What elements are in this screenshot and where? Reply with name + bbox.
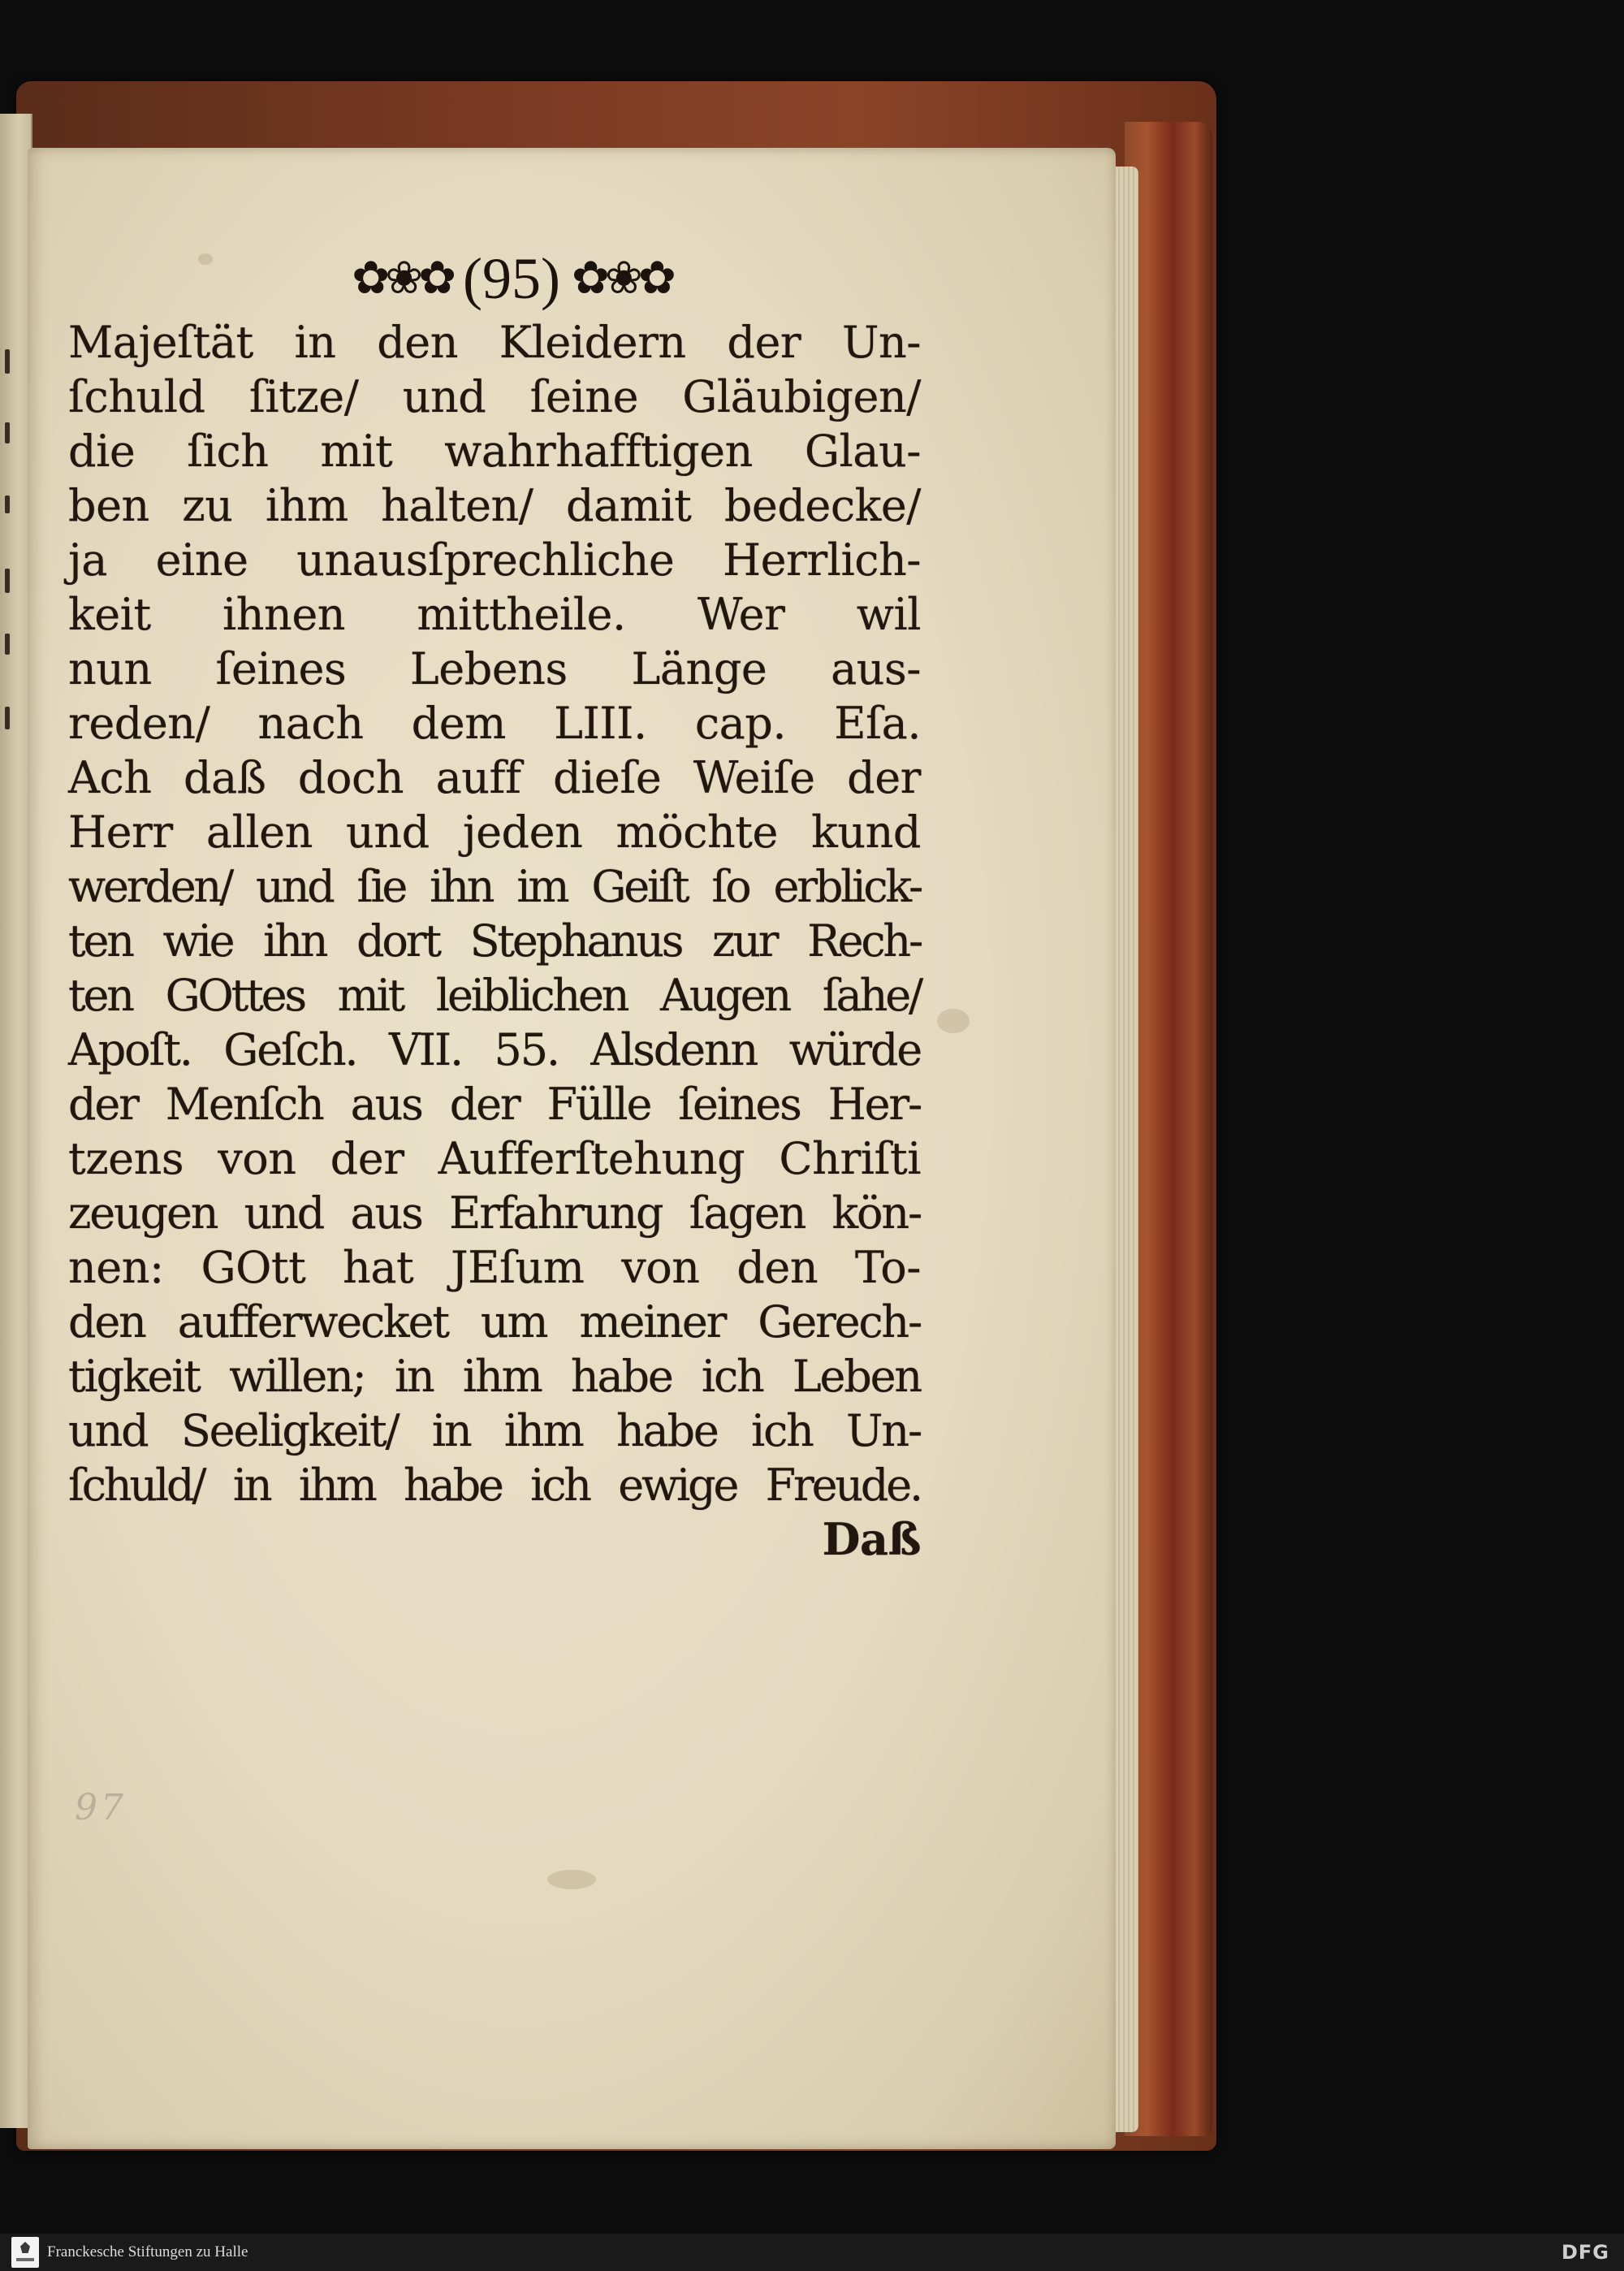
text-line: Ach daß doch auff dieſe Weiſe der	[68, 752, 921, 803]
page-number: (95)	[463, 246, 560, 311]
paper-stain	[547, 1870, 596, 1889]
institution-logo-icon	[11, 2237, 39, 2268]
header-ornament-left: ✿❀✿	[352, 252, 452, 305]
viewer-footer	[0, 2234, 1624, 2271]
text-line: Majeſtät in den Kleidern der Un-	[68, 317, 921, 368]
text-line: ſchuld ſitze/ und ſeine Gläubigen/	[68, 371, 921, 422]
paper-stain	[937, 1009, 970, 1033]
catchword: Daß	[822, 1513, 921, 1565]
text-line: nun ſeines Lebens Länge aus-	[68, 643, 921, 694]
text-line: nen: GOtt hat JEſum von den To-	[68, 1242, 921, 1293]
text-line: der Menſch aus der Fülle ſeines Her-	[68, 1079, 921, 1130]
paper-stain	[198, 253, 213, 265]
text-line: die ſich mit wahrhafftigen Glau-	[68, 426, 921, 477]
text-line: ja eine unausſprechliche Herrlich-	[68, 534, 921, 586]
text-line: tigkeit willen; in ihm habe ich Leben	[68, 1351, 921, 1402]
text-line: werden/ und ſie ihn im Geiſt ſo erblick-	[68, 861, 921, 912]
text-line: keit ihnen mittheile. Wer wil	[68, 589, 921, 640]
text-line: Herr allen und jeden möchte kund	[68, 807, 921, 858]
text-line: zeugen und aus Erfahrung ſagen kön-	[68, 1187, 921, 1239]
page-header	[349, 242, 674, 315]
text-line: reden/ nach dem LIII. cap. Eſa.	[68, 698, 921, 749]
text-line: ten wie ihn dort Stephanus zur Rech-	[68, 915, 921, 967]
text-line: tzens von der Aufferſtehung Chriſti	[68, 1133, 921, 1184]
text-line: Apoſt. Geſch. VII. 55. Alsdenn würde	[68, 1024, 921, 1075]
text-line: ſchuld/ in ihm habe ich ewige Freude.	[68, 1460, 921, 1511]
dfg-logo: DFG	[1561, 2241, 1609, 2264]
text-line: ben zu ihm halten/ damit bedecke/	[68, 480, 921, 531]
text-line: ten GOttes mit leiblichen Augen ſahe/	[68, 970, 921, 1021]
text-line: und Seeligkeit/ in ihm habe ich Un-	[68, 1405, 921, 1456]
page-body-text	[68, 315, 921, 1567]
header-ornament-right: ✿❀✿	[571, 252, 672, 305]
text-line: den aufferwecket um meiner Gerech-	[68, 1296, 921, 1347]
institution-name: Franckesche Stiftungen zu Halle	[47, 2243, 248, 2260]
pencil-annotation: 97	[75, 1787, 127, 1828]
